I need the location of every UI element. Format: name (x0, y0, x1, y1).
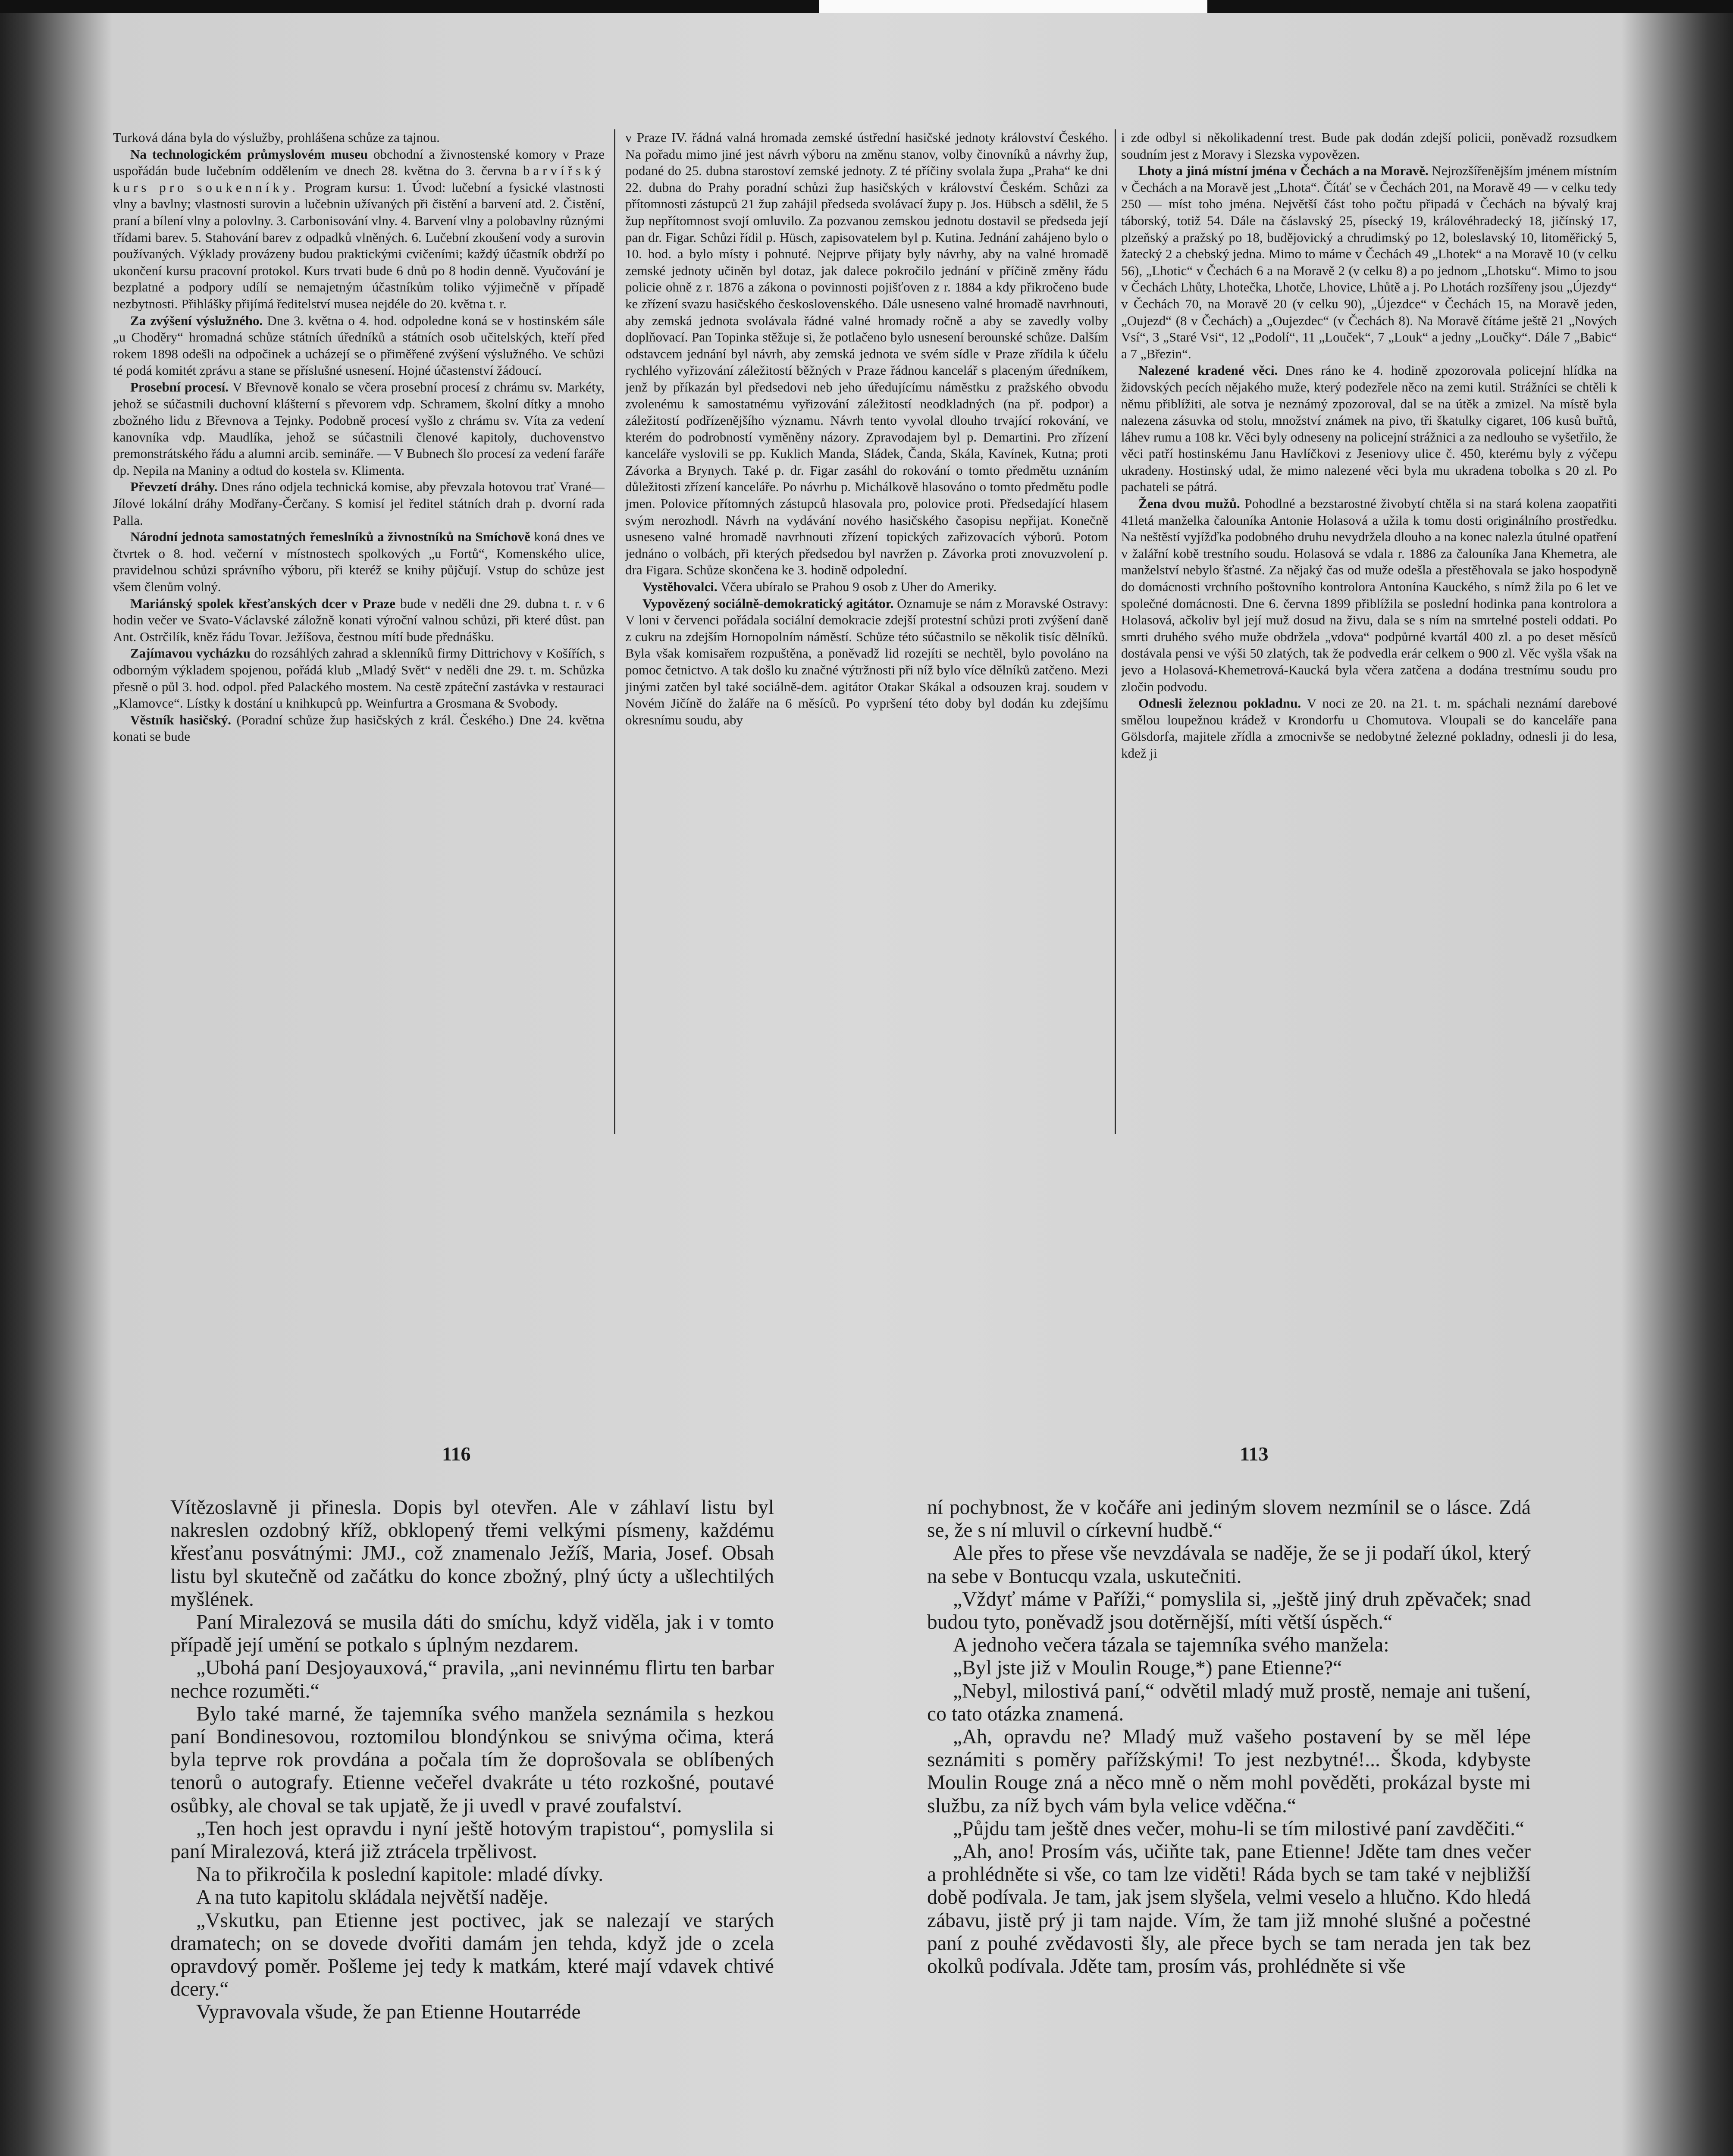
news-heading: Vystěhovalci. (642, 579, 718, 595)
novel-paragraph: „Nebyl, milostivá paní,“ odvětil mladý muž prostě, nemaje ani tušení, co tato otázka znamená. (927, 1680, 1531, 1725)
news-column-2 (625, 129, 1108, 1134)
news-heading: Odnesli železnou pokladnu. (1138, 696, 1301, 711)
news-heading: Lhoty a jiná místní jména v Čechách a na Moravě. (1138, 163, 1429, 179)
news-text: koná dnes ve čtvrtek o 8. hod. večerní v místnostech spolkových „u Fortů“, Komenského ulice, pravidelnou schůzi správního výboru, při kteréž se knihy půjčují. Vstup do schůze jest všem členům volný. (113, 529, 605, 595)
novel-paragraph: Vítězoslavně ji přinesla. Dopis byl otevřen. Ale v záhlaví listu byl nakreslen ozdobný kříž, obklopený třemi velkými písmeny, každému křesťanu posvátnými: JMJ., což znamenalo Ježíš, Maria, Josef. Obsah listu byl skutečně od začátku do konce zbožný, plný úcty a ušlechtilých myšlének. (170, 1496, 774, 1611)
news-paragraph: i zde odbyl si několikadenní trest. Bude pak dodán zdejší policii, poněvadž rozsudkem soudním jest z Moravy i Slezska vypovězen. (1121, 130, 1617, 162)
news-text: Včera ubíralo se Prahou 9 osob z Uher do Ameriky. (720, 579, 997, 595)
novel-paragraph: „Vždyť máme v Paříži,“ pomyslila si, „ještě jiný druh zpěvaček; snad budou tyto, poněvadž jsou dotěrnější, míti větší úspěch.“ (927, 1588, 1531, 1634)
novel-paragraph: ní pochybnost, že v kočáře ani jediným slovem nezmínil se o lásce. Zdá se, že s ní mluvil o církevní hudbě.“ (927, 1496, 1531, 1542)
news-heading: Žena dvou mužů. (1138, 496, 1240, 511)
news-text: do rozsáhlých zahrad a sklenníků firmy Dittrichovy v Košířích, s odborným výkladem spojenou, pořádá klub „Mladý Svět“ v neděli dne 29. t. m. Schůzka přesně o půl 3. hod. odpol. před Palackého mostem. Na cestě zpáteční zastávka v restauraci „Klamovce“. Lístky k dostání u knihkupců pp. Weinfurtra a Grosmana & Svobody. (113, 646, 605, 711)
novel-paragraph: A na tuto kapitolu skládala největší naděje. (196, 1886, 548, 1909)
news-heading: Převzetí dráhy. (130, 479, 218, 495)
news-text: V Břevnově konalo se včera prosební procesí z chrámu sv. Markéty, jehož se súčastnili duchovní klášterní s převorem vdp. Schramem, školní dítky a mnoho zbožného lidu z Břevnova a Tejnky. Podobně procesí vyšlo z chrámu sv. Víta za vedení kanovníka vdp. Maudlíka, jehož se súčastnili členové kapitoly, duchovenstvo premonstrátského řádu a alumni arcib. semináře. — V Bubnech šlo procesí za vedení faráře dp. Nepila na Maniny a odtud do kostela sv. Klimenta. (113, 379, 605, 478)
novel-page-left (170, 1496, 774, 2156)
news-text: Program kursu: 1. Úvod: lučební a fysické vlastnosti vlny a bavlny; vlastnosti surovin a lučebnin užívaných při čistění a barvení atd. 2. Čistění, praní a bílení vlny a polovlny. 3. Carbonisování vlny. 4. Barvení vlny a polobavlny různými třídami barev. 5. Stahování barev z odpadků vlněných. 6. Lučební zkoušení vody a surovin používaných. Výklady provázeny budou praktickými cvičeními; každý účastník obdrží po ukončení kursu pracovní protokol. Kurs trvati bude 6 dnů po 8 hodin denně. Vyučování je bezplatné a podpory udílí se nemajetným účastníkům toliko výjimečně v případě nezbytnosti. Přihlášky přijímá ředitelství musea nejdéle do 20. května t. r. (113, 179, 605, 311)
news-column-3 (1121, 129, 1617, 1134)
news-paragraph (113, 479, 605, 529)
news-paragraph (113, 146, 605, 313)
novel-paragraph: „Ten hoch jest opravdu i nyní ještě hotovým trapistou“, pomyslila si paní Miralezová, která již ztrácela trpělivost. (170, 1817, 774, 1863)
novel-paragraph: „Ah, opravdu ne? Mladý muž vašeho postavení by se měl lépe seznámiti s poměry pařížskými! To jest nezbytné!... Škoda, kdybyste Moulin Rouge zná a něco mně o něm mohl pověděti, prokázal byste mi službu, za níž bych vám byla velice vděčna.“ (927, 1726, 1531, 1817)
news-text: Dnes ráno odjela technická komise, aby převzala hotovou trať Vrané—Jílové lokální dráhy Modřany-Čerčany. S komisí jel ředitel státních drah p. dvorní rada Palla. (113, 479, 605, 528)
news-text: V noci ze 20. na 21. t. m. spáchali neznámí darebové smělou loupežnou krádež v Krondorfu u Chomutova. Vloupali se do kanceláře pana Gölsdorfa, majitele zřídla a zmocnivše se nedobytné železné pokladny, odnesli ji do lesa, kdež ji (1121, 696, 1617, 761)
news-paragraph (113, 712, 605, 745)
news-paragraph (113, 645, 605, 711)
news-heading: Na technologickém průmyslovém museu (130, 146, 368, 162)
novel-paragraph: Paní Miralezová se musila dáti do smíchu, když viděla, jak i v tomto případě její umění se potkalo s úplným nezdarem. (170, 1611, 774, 1657)
news-text: Dne 3. května o 4. hod. odpoledne koná se v hostinském sále „u Choděry“ hromadná schůze státních úředníků a státních osob učitelských, kteří před rokem 1898 odešli na odpočinek a ucházejí se o přiměřené zvýšení výslužného. Ve schůzi té podá komitét zprávu a stane se příslušné usnesení. Hojné účastenství žádoucí. (113, 313, 605, 378)
novel-paragraph: „Byl jste již v Moulin Rouge,*) pane Etienne?“ (953, 1657, 1342, 1680)
news-heading: Zajímavou vycházku (130, 646, 251, 661)
page-number-left: 116 (442, 1443, 471, 1465)
news-paragraph (113, 529, 605, 595)
novel-page-right (927, 1496, 1531, 2156)
column-divider (614, 129, 615, 1134)
novel-paragraph: „Ubohá paní Desjoyauxová,“ pravila, „ani nevinnému flirtu ten barbar nechce rozuměti.“ (170, 1657, 774, 1702)
scan-top-gap (819, 0, 1207, 13)
novel-paragraph: „Ah, ano! Prosím vás, učiňte tak, pane Etienne! Jděte tam dnes večer a prohlédněte si vše, co tam lze viděti! Ráda bych se tam také v nejbližší době podívala. Je tam, jak jsem slyšela, velmi veselo a hlučno. Kdo hledá zábavu, jistě prý ji tam najde. Vím, že tam již mnohé slušné a počestné paní z pouhé zvědavosti šly, ale přece bych se tam nerada jen tak bez okolků podívala. Jděte tam, prosím vás, prohlédněte si vše (927, 1840, 1531, 1978)
news-heading: Prosební procesí. (130, 379, 229, 395)
news-paragraph (625, 595, 1108, 729)
news-paragraph (113, 595, 605, 646)
news-heading: Za zvýšení výslužného. (130, 313, 263, 328)
novel-paragraph: A jednoho večera tázala se tajemníka svého manžela: (953, 1634, 1389, 1657)
page-number-right: 113 (1240, 1443, 1269, 1465)
news-heading: Mariánský spolek křesťanských dcer v Praze (130, 595, 396, 611)
novel-paragraph: „Vskutku, pan Etienne jest poctivec, jak se nalezají ve starých dramatech; on se dovede dvořiti damám jen tehda, když jde o zcela opravdový poměr. Pošleme jej tedy k matkám, které mají vdavek chtivé dcery.“ (170, 1909, 774, 2001)
news-text: Pohodlné a bezstarostné živobytí chtěla si na stará kolena zaopatřiti 41letá manželka čalouníka Antonie Holasová a užila k tomu dosti originálního prostředku. Na neštěstí vyjížďka podobného druhu nevydržela dlouho a na konec nalezla útulné opatření v žalářní kobě trestního soudu. Holasová se vdala r. 1886 za čalouníka Jana Khemetra, ale manželství nebylo šťastné. Za nějaký čas od muže odešla a přestěhovala se jako hospodyně do domácnosti vrchního poštovního kontrolora Antonína Kauckého, s nímž žila po 6 let ve společné domácnosti. Dne 6. června 1899 přiblížila se poslední hodinka pana kontrolora a Holasová, ačkoliv byl její muž dosud na živu, dala se s ním na smrtelné posteli oddati. Po smrti druhého svého muže obdržela „vdova“ podpůrné kvartál 400 zl. a po deset měsíců dostávala pensi ve výši 50 zlatých, tak že podvedla erár celkem o 900 zl. Věc vyšla však na jevo a Holasová-Khemetrová-Kaucká byla včera zatčena a dodána trestnímu soudu pro zločin podvodu. (1121, 496, 1617, 694)
news-paragraph (1121, 695, 1617, 761)
news-heading: Nalezené kradené věci. (1138, 363, 1278, 378)
news-paragraph (1121, 362, 1617, 495)
news-paragraph: Turková dána byla do výslužby, prohlášena schůze za tajnou. (113, 130, 440, 145)
novel-paragraph: Vypravovala všude, že pan Etienne Houtarréde (196, 2001, 581, 2024)
news-paragraph (625, 579, 1108, 595)
novel-paragraph: Na to přikročila k poslední kapitole: mladé dívky. (196, 1863, 604, 1886)
news-paragraph: v Praze IV. řádná valná hromada zemské ústřední hasičské jednoty království Českého. Na pořadu mimo jiné jest návrh výboru na změnu stanov, volby činovníků a návrhy žup, podané do 25. dubna starostoví zemské jednoty. Z té příčiny svolala župa „Praha“ ke dni 22. dubna do Prahy poradní schůzi žup hasičských v království Českém. Schůzi za přítomnosti zástupců 21 žup zahájil předseda svolávací župy p. Jos. Hübsch a sdělil, že 5 žup nepřítomnost svojí omluvilo. Za pozvanou zemskou jednotu dostavil se předseda její pan dr. Figar. Schůzi řídil p. Hüsch, zapisovatelem byl p. Kutina. Jednání zahájeno bylo o 10. hod. a bylo místy i pohnuté. Nejprve přijaty byly návrhy, aby na valné hromadě zemské jednoty učiněn byl dotaz, jak dalece pokročilo jednání v příčině změny řádu policie ohně z r. 1876 a zákona o povinnosti pojišťoven z r. 1884 a kdy přikročeno bude ke zřízení svazu hasičského československého. Dále usneseno valné hromadě navrhnouti, aby zemská jednota svolávala řádné valné hromady ročně a aby se zavedly volby doplňovací. Pan Topinka stěžuje si, že potlačeno bylo usnesení berounské schůze. Dalším odstavcem jednání byl návrh, aby zemská jednota ve svém sídle v Praze zřídila k účelu rychlého vyřizování záležitostí běžných v Praze řádnou kancelář s placeným úředníkem, jenž by příkazán byl předsedovi neb jeho úředujícímu náměstku z pražského obvodu zvolenému k samostatnému vyřizování záležitostí neodkladných (na př. podpor) a záležitostí podřízenějšího významu. Návrh tento vyvolal dlouho trvající rokování, ve kterém do podrobností vyměněny názory. Zpravodajem byl p. Demartini. Pro zřízení kanceláře vyslovili se pp. Kuklich Manda, Sládek, Čanda, Skála, Kavínek, Kutna; proti Závorka a Brynych. Také p. dr. Figar zasáhl do rokování o tomto předmětu uznáním důležitosti zřízení kanceláře. Po návrhu p. Michálkově hlasováno o tomto předmětu podle jmen. Polovice přítomných zástupců hlasovala pro, polovice proti. Předsedající hlasem svým nerozhodl. Návrh na vydávání nového hasičského časopisu nepřijat. Konečně usneseno valné hromadě navrhnouti zřízení topických zařizovacích výborů. Potom jednáno o volbách, při kterých předsedou byl navržen p. Závorka proti znovuzvolení p. dra Figara. Schůze skončena ke 3. hodině odpolední. (625, 130, 1108, 578)
news-text: Dnes ráno ke 4. hodině zpozorovala policejní hlídka na židovských pecích nějakého muže, který podezřele něco na zemi kutil. Strážníci se chtěli k němu přiblížiti, ale sotva je neznámý zpozoroval, dal se na útěk a zmizel. Na místě byla nalezena zásuvka od stolu, množství známek na pivo, tři škatulky cigaret, 106 kusů buřtů, láhev rumu a 108 kr. Věci byly odneseny na policejní strážnici a za nedlouho se vyšetřilo, že věci patří hostinskému Janu Havlíčkovi z Jeseniovy ulice č. 450, kterému byly z výčepu ukradeny. Hostinský udal, že mimo nalezené věci byla mu ukradena tobolka s 20 zl. Po pachateli se pátrá. (1121, 363, 1617, 495)
news-paragraph (1121, 163, 1617, 362)
news-heading: Národní jednota samostatných řemeslníků a živnostníků na Smíchově (130, 529, 530, 545)
news-text: Oznamuje se nám z Moravské Ostravy: V loni v červenci pořádala sociální demokracie zdejší protestní schůzi proti zvýšení daně z cukru na zdejším Hornopolním náměstí. Schůze této súčastnilo se několik tisíc dělníků. Byla však komisařem rozpuštěna, a poněvadž lid rozejíti se nechtěl, bylo povoláno na pomoc četnictvo. A tak došlo ku značné výtržnosti při níž bylo více dělníků zatčeno. Mezi jinými zatčen byl také sociálně-dem. agitátor Otakar Skákal a odsouzen kraj. soudem v Novém Jičíně do žaláře na 6 měsíců. Po vypršení této doby byl dodán ku zdejšímu okresnímu soudu, aby (625, 595, 1108, 727)
news-paragraph (113, 379, 605, 479)
news-column-1 (113, 129, 605, 1134)
novel-paragraph: „Půjdu tam ještě dnes večer, mohu-li se tím milostivé paní zavděčiti.“ (953, 1817, 1525, 1840)
novel-paragraph: Bylo také marné, že tajemníka svého manžela seznámila s hezkou paní Bondinesovou, roztomilou blondýnkou se snivýma očima, která byla teprve rok provdána a počala tím že doprošovala se oblíbených tenorů o autografy. Etienne večeřel dvakráte u této rozkošné, poutavé osůbky, ale choval se tak upjatě, že ji uvedl v pravé zoufalství. (170, 1702, 774, 1817)
news-text: (Poradní schůze žup hasičských z král. Českého.) Dne 24. května konati se bude (113, 712, 605, 744)
news-heading: Vypovězený sociálně-demokratický agitátor. (642, 595, 894, 611)
news-paragraph (1121, 495, 1617, 695)
news-text: bude v neděli dne 29. dubna t. r. v 6 hodin večer ve Svato-Václavské záložně konati výroční valnou schůzi, při které dûst. pan Ant. Ostrčilík, kněz řádu Tovar. Ježíšova, čestnou mítí bude přednášku. (113, 595, 605, 644)
news-heading: Věstník hasičský. (130, 712, 232, 727)
news-text: Nejrozšířenějším jménem místním v Čechách a na Moravě jest „Lhota“. Čítáť se v Čechách 201, na Moravě 49 — v celku tedy 250 — míst toho jména. Největší část toho počtu připadá v Čechách na bývalý kraj táborský, totiž 54. Dále na čáslavský 25, písecký 19, královéhradecký 18, jičínský 17, plzeňský a pražský po 18, budějovický a chrudimský po 12, boleslavský 10, litoměřický 5, žatecký 2 a chebský jedna. Mimo to máme v Čechách 49 „Lhotek“ a na Moravě 10 (v celku 56), „Lhotic“ v Čechách 6 a na Moravě 2 (v celku 8) a po jednom „Lhotsku“. Mimo to jsou v Čechách Lhůty, Lhotečka, Lhotče, Lhovice, Lhůtě a j. Po Lhotách rozšířeny jsou „Újezdy“ v Čechách 70, na Moravě 20 (v celku 90), „Újezdce“ v Čechách 15, na Moravě jeden, „Oujezd“ (8 v Čechách) a „Oujezdec“ (v Čechách 8). Na Moravě čítáme ještě 21 „Nových Vsí“, 3 „Staré Vsi“, 12 „Podolí“, 11 „Louček“, 7 „Louk“ a jedny „Loučky“. Dále 7 „Babic“ a 7 „Březin“. (1121, 163, 1617, 361)
novel-paragraph: Ale přes to přese vše nevzdávala se naděje, že se ji podaří úkol, který na sebe v Bontucqu vzala, uskutečniti. (927, 1542, 1531, 1588)
news-spaced-text: barvířský kurs pro soukenníky. (113, 163, 605, 195)
column-divider (1115, 129, 1116, 1134)
news-paragraph (113, 313, 605, 379)
news-text: obchodní a živnostenské komory v Praze uspořádán bude lučebním oddělením ve dnech 28. května do 3. června (113, 146, 605, 179)
